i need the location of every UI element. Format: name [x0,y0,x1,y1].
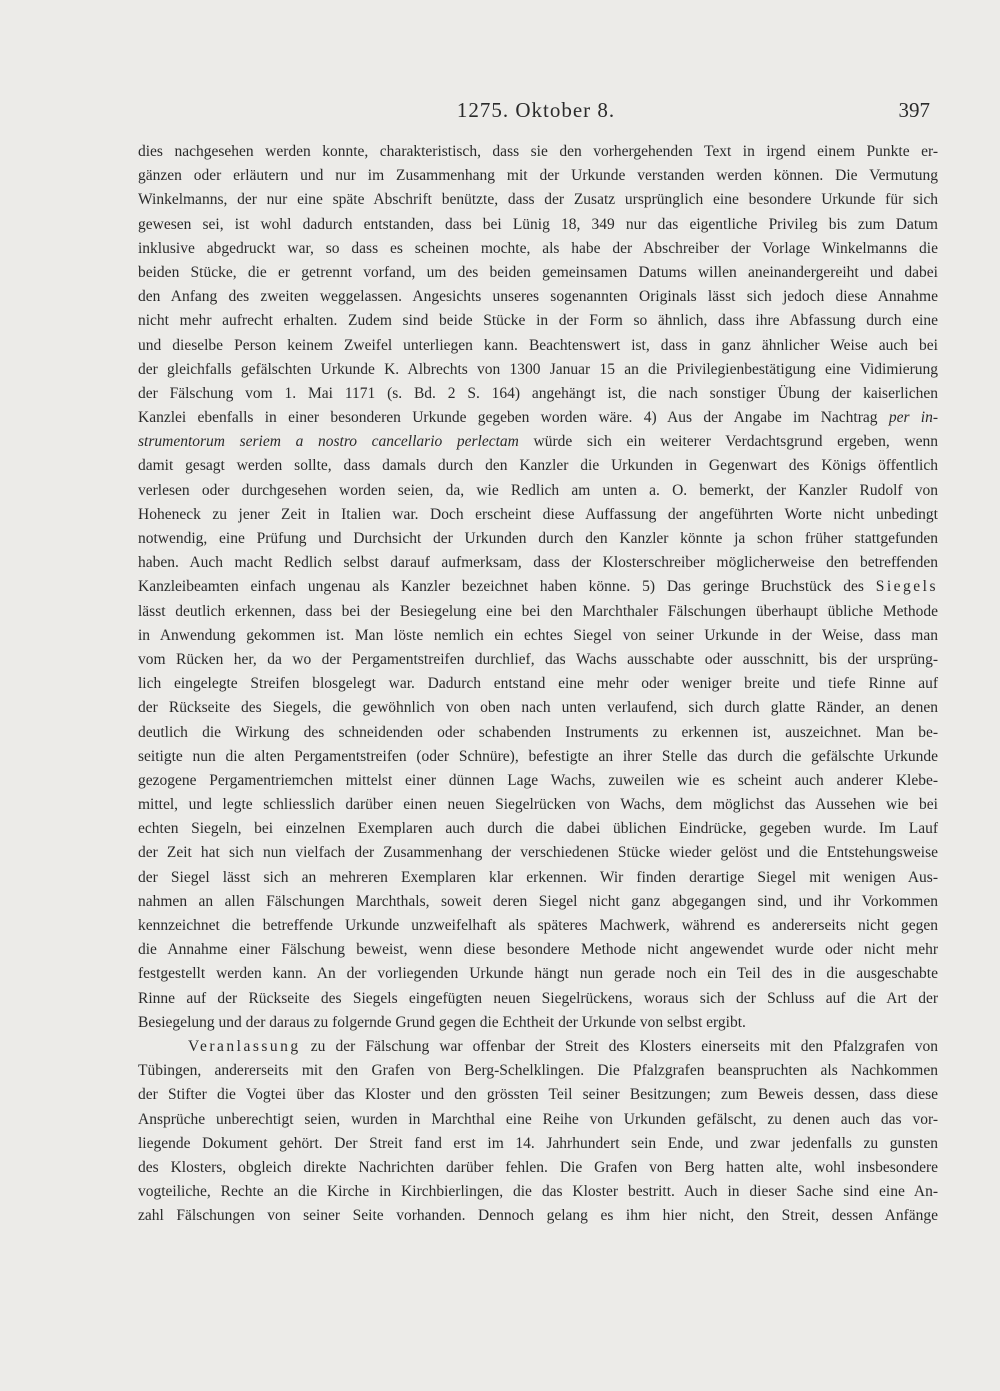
text-line: Ansprüche unberechtigt seien, wurden in Marchthal eine Reihe von Urkunden gefälscht, zu denen auch das vor- [138,1110,938,1128]
text-line: in Anwendung gekommen ist. Man löste nemlich ein echtes Siegel von seiner Urkunde in der Weise, dass man [138,626,938,644]
text-line: deutlich die Wirkung des schneidenden oder schabenden Instruments zu erkennen ist, auszeichnet. Man be- [138,723,938,741]
text-line: dies nachgesehen werden konnte, charakteristisch, dass sie den vorhergehenden Text in irgend einem Punkte er- [138,143,938,160]
text-line: mittel, und legte schliesslich darüber einen neuen Siegelrücken von Wachs, dem möglichst das Aussehen wie bei [138,796,938,814]
paragraph-start-line [138,1035,938,1059]
text-line: nicht mehr aufrecht erhalten. Zudem sind beide Stücke in der Form so ähnlich, dass ihre Abfassung durch eine [138,312,938,330]
text-line: der Zeit hat sich nun vielfach der Zusammenhang der verschiedenen Stücke wieder gelöst und die Entstehungsweise [138,844,938,862]
text-line: Winkelmanns, der nur eine späte Abschrift benützte, dass der Zusatz ursprünglich eine besondere Urkunde für sich [138,191,938,209]
text-line: und dieselbe Person keinem Zweifel unterliegen kann. Beachtenswert ist, dass in ganz ähnlicher Weise auch bei [138,336,938,354]
page-number: 397 [898,98,930,122]
text-line: zahl Fälschungen von seiner Seite vorhanden. Dennoch gelang es ihm hier nicht, den Streit, dessen Anfänge [138,1207,938,1225]
text-line: beiden Stücke, die er getrennt vorfand, um des beiden gemeinsamen Datums willen aneinandergereiht und dabei [138,263,938,281]
text-line [138,430,938,454]
line-text: Kanzlei ebenfalls in einer besonderen Urkunde gegeben worden wäre. 4) Aus der Angabe im Nachtrag [138,409,878,427]
line-text: zu der Fälschung war offenbar der Streit des Klosters einerseits mit den Pfalzgrafen von [310,1037,939,1055]
text-line: gewesen sei, ist wohl dadurch entstanden, dass bei Lünig 18, 349 nur das eigentliche Privileg bis zum Datum [138,215,938,233]
text-line: haben. Auch macht Redlich selbst darauf aufmerksam, dass der Klosterschreiber möglicherweise den betreffenden [138,554,938,572]
text-line: echten Siegeln, bei einzelnen Exemplaren auch durch die dabei üblichen Eindrücke, gegeben wurde. Im Lauf [138,820,938,838]
text-line: des Klosters, obgleich direkte Nachrichten darüber fehlen. Die Grafen von Berg hatten alte, wohl insbesondere [138,1158,938,1176]
text-line: lich eingelegte Streifen blosgelegt war. Dadurch entstand eine mehr oder weniger breite und tiefe Rinne auf [138,675,938,693]
text-line: der Fälschung vom 1. Mai 1171 (s. Bd. 2 S. 164) angehängt ist, die nach sonstiger Übung der kaiserlichen [138,384,938,402]
text-line: inklusive abgedruckt war, so dass es scheinen mochte, als habe der Abschreiber der Vorlage Winkelmanns die [138,239,938,257]
line-text: würde sich ein weiterer Verdachtsgrund ergeben, wenn [533,433,939,451]
text-line: kennzeichnet die betreffende Urkunde unzweifelhaft als späteres Machwerk, während es andererseits nicht gegen [138,917,938,934]
text-line: der Stifter die Vogtei über das Kloster und den grössten Teil seiner Besitzungen; zum Beweis dessen, dass diese [138,1086,938,1104]
text-line: festgestellt werden kann. An der vorliegenden Urkunde hängt nun gerade noch ein Teil des in die ausgeschabte [138,965,938,983]
line-text: Kanzleibeamten einfach ungenau als Kanzler bezeichnet haben könne. 5) Das geringe Bruchstück des [138,578,864,596]
italic-phrase: per in- [888,409,938,427]
text-line: gänzen oder erläutern und nur im Zusammenhang mit der Urkunde verstanden werden können. Die Vermutung [138,167,938,185]
text-line: Rinne auf der Rückseite des Siegels eingefügten neuen Siegelrückens, woraus sich der Schluss auf die Art der [138,989,938,1007]
text-line: gezogene Pergamentriemchen mittelst einer dünnen Lage Wachs, zuweilen wie es scheint auch anderer Klebe- [138,771,938,789]
text-line: die Annahme einer Fälschung beweist, wenn diese besondere Methode nicht angewendet wurde oder nicht mehr [138,941,938,959]
text-line: den Anfang des zweiten weggelassen. Angesichts unseres sogenannten Originals lässt sich jedoch diese Annahme [138,288,938,306]
text-line [138,406,938,430]
page-header [138,98,934,132]
spaced-word: Veranlassung [188,1037,301,1055]
italic-phrase: strumentorum seriem a nostro cancellario perlectam [138,433,519,451]
text-line: der Siegel lässt sich an mehreren Exemplaren klar erkennen. Wir finden derartige Siegel mit wenigen Aus- [138,868,938,886]
text-line: liegende Dokument gehört. Der Streit fand erst im 14. Jahrhundert sein Ende, und zwar jedenfalls zu gunsten [138,1134,938,1152]
text-line: verlesen oder durchgesehen worden seien, da, wie Redlich am unten a. O. bemerkt, der Kanzler Rudolf von [138,481,938,499]
text-line: notwendig, eine Prüfung und Durchsicht der Urkunden durch den Kanzler könnte ja schon früher stattgefunden [138,530,938,547]
text-line: lässt deutlich erkennen, dass bei der Besiegelung eine bei den Marchthaler Fälschungen überhaupt übliche Methode [138,602,938,620]
text-line: Tübingen, andererseits mit den Grafen von Berg-Schelklingen. Die Pfalzgrafen beanspruchten als Nachkommen [138,1062,938,1080]
running-title: 1275. Oktober 8. [456,98,616,122]
spaced-word: Siegels [875,578,938,596]
text-line: seitigte nun die alten Pergamentstreifen (oder Schnüre), befestigte an ihrer Stelle das durch die gefälschte Urkunde [138,747,938,765]
text-line: Besiegelung und der daraus zu folgernde Grund gegen die Echtheit der Urkunde von selbst ergibt. [138,1013,746,1031]
text-line: damit gesagt werden sollte, dass damals durch den Kanzler die Urkunden in Gegenwart des Königs öffentlich [138,457,938,475]
text-line: vogteiliche, Rechte an die Kirche in Kirchbierlingen, die das Kloster bestritt. Auch in dieser Sache sind eine An- [138,1183,938,1201]
text-line: Hoheneck zu jener Zeit in Italien war. Doch erscheint diese Auffassung der angeführten Worte nicht unbedingt [138,505,938,523]
text-line: vom Rücken her, da wo der Pergamentstreifen durchlief, das Wachs ausschabte oder ausschnitt, bis der ursprüng- [138,650,938,668]
text-line: der Rückseite des Siegels, die gewöhnlich von oben nach unten verlaufend, sich durch glatte Ränder, an denen [138,699,938,717]
text-line [138,575,938,599]
text-line: der gleichfalls gefälschten Urkunde K. Albrechts von 1300 Januar 15 an die Privilegienbestätigung eine Vidimierung [138,360,938,378]
body-text [138,140,938,1228]
text-line: nahmen an allen Fälschungen Marchthals, soweit deren Siegel nicht ganz abgegangen sind, und ihr Vorkommen [138,892,938,910]
